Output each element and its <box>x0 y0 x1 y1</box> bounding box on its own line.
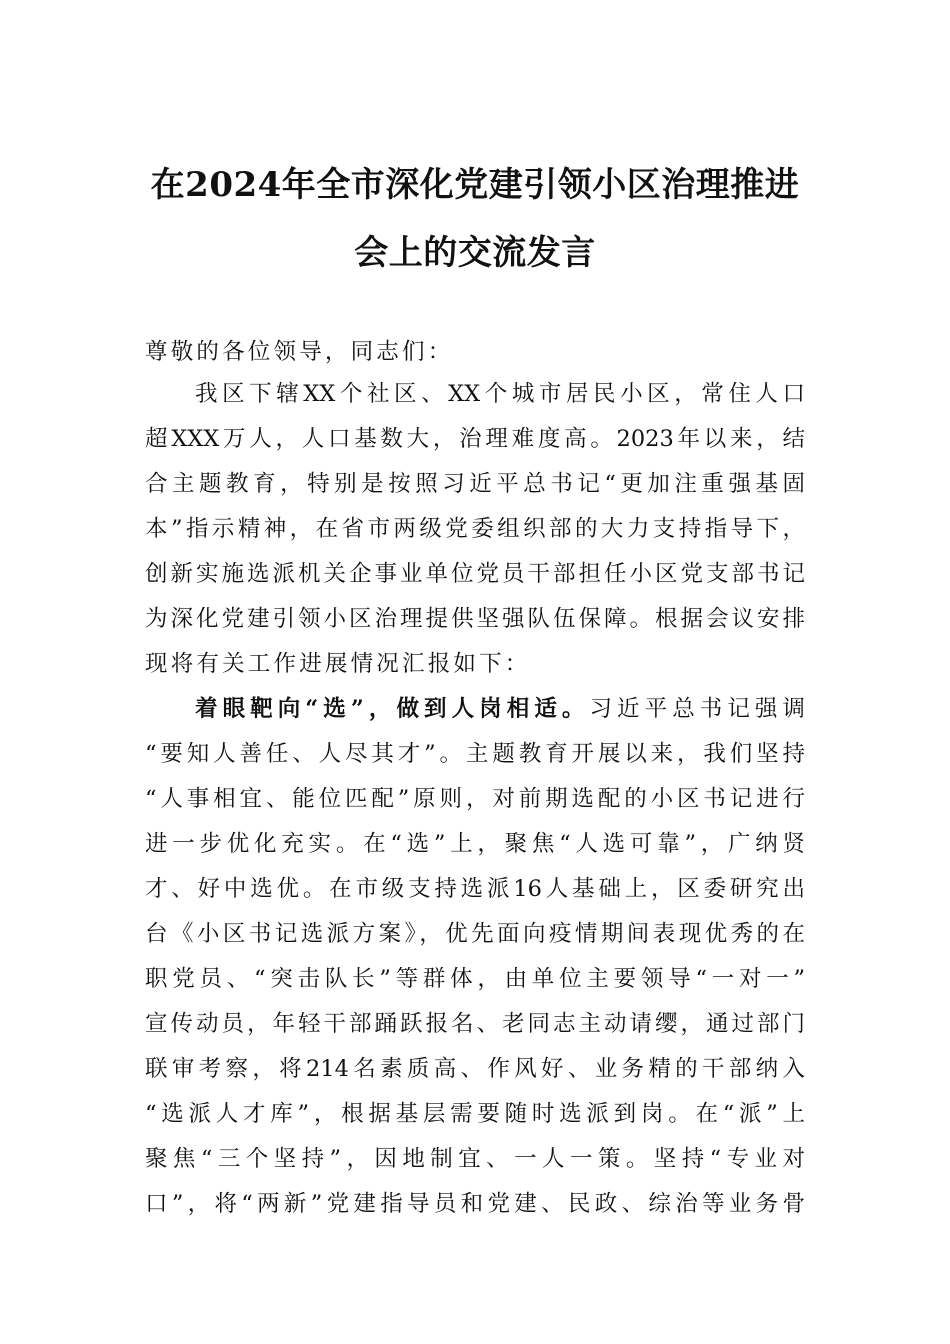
paragraph-1-line: 创新实施选派机关企事业单位党员干部担任小区党支部书记 <box>145 561 805 587</box>
document-title-line-1: 在2024年全市深化党建引领小区治理推进 <box>150 165 800 205</box>
paragraph-2-first-rest: 习近平总书记强调 <box>589 696 805 722</box>
paragraph-1-line: 我区下辖XX个社区、XX个城市居民小区，常住人口 <box>195 381 805 407</box>
paragraph-2-first-line <box>195 693 805 725</box>
paragraph-1-line: 现将有关工作进展情况汇报如下： <box>145 651 531 677</box>
paragraph-2-heading: 着眼靶向“选”，做到人岗相适。 <box>195 696 590 722</box>
paragraph-1-line: 合主题教育，特别是按照习近平总书记“更加注重强基固 <box>145 471 805 497</box>
paragraph-2-line: “选派人才库”，根据基层需要随时选派到岗。在“派”上 <box>145 1101 805 1127</box>
salutation: 尊敬的各位领导，同志们： <box>145 339 454 365</box>
paragraph-1-line: 本”指示精神，在省市两级党委组织部的大力支持指导下， <box>145 516 805 542</box>
paragraph-2-line: 台《小区书记选派方案》，优先面向疫情期间表现优秀的在 <box>145 921 805 947</box>
paragraph-1-line: 为深化党建引领小区治理提供坚强队伍保障。根据会议安排 <box>145 606 805 632</box>
paragraph-2-line: 联审考察，将214名素质高、作风好、业务精的干部纳入 <box>145 1056 805 1082</box>
paragraph-2-line: 口”，将“两新”党建指导员和党建、民政、综治等业务骨 <box>145 1191 805 1217</box>
paragraph-1-line: 超XXX万人，人口基数大，治理难度高。2023年以来，结 <box>145 426 805 452</box>
document-title-line-2: 会上的交流发言 <box>354 233 596 273</box>
paragraph-2-line: “要知人善任、人尽其才”。主题教育开展以来，我们坚持 <box>145 741 805 767</box>
paragraph-2-line: 才、好中选优。在市级支持选派16人基础上，区委研究出 <box>145 876 805 902</box>
paragraph-2-line: “人事相宜、能位匹配”原则，对前期选配的小区书记进行 <box>145 786 805 812</box>
paragraph-2-line: 宣传动员，年轻干部踊跃报名、老同志主动请缨，通过部门 <box>145 1011 805 1037</box>
paragraph-2-line: 聚焦“三个坚持”，因地制宜、一人一策。坚持“专业对 <box>145 1146 805 1172</box>
paragraph-2-line: 职党员、“突击队长”等群体，由单位主要领导“一对一” <box>145 966 805 992</box>
paragraph-2-line: 进一步优化充实。在“选”上，聚焦“人选可靠”，广纳贤 <box>145 831 805 857</box>
